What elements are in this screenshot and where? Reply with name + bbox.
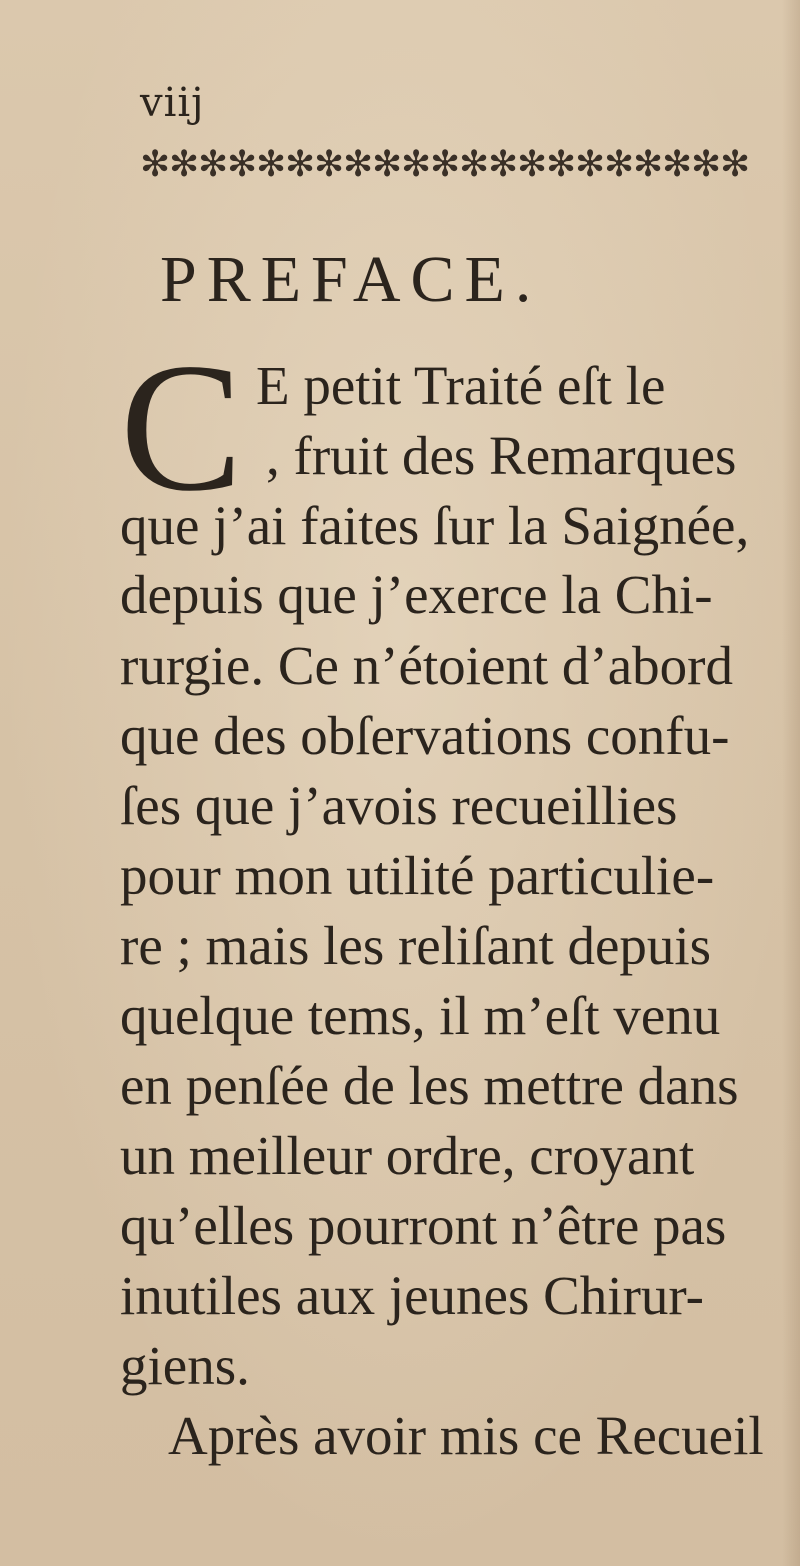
ornament-glyph: ✻ xyxy=(720,144,751,185)
drop-capital: C xyxy=(120,325,243,529)
text-line: que j’ai faites ſur la Saignée, xyxy=(120,495,750,556)
text-line: giens. xyxy=(120,1335,250,1396)
ornament-glyph: ✻ xyxy=(691,144,722,185)
text-line: pour mon utilité particulie- xyxy=(120,845,715,906)
text-line: ſes que j’avois recueillies xyxy=(120,775,678,836)
text-line: un meilleur ordre, croyant xyxy=(120,1125,695,1186)
ornament-glyph: ✻ xyxy=(314,144,345,185)
ornament-glyph: ✻ xyxy=(140,144,171,185)
ornament-glyph: ✻ xyxy=(575,144,606,185)
ornamental-border xyxy=(140,140,751,190)
text-line: Après avoir mis ce Recueil xyxy=(168,1405,764,1466)
ornament-glyph: ✻ xyxy=(459,144,490,185)
ornament-glyph: ✻ xyxy=(488,144,519,185)
ornament-glyph: ✻ xyxy=(546,144,577,185)
text-line: en penſée de les mettre dans xyxy=(120,1055,739,1116)
ornament-glyph: ✻ xyxy=(372,144,403,185)
ornament-glyph: ✻ xyxy=(343,144,374,185)
ornament-glyph: ✻ xyxy=(517,144,548,185)
text-line: que des obſervations confu- xyxy=(120,705,730,766)
ornament-glyph: ✻ xyxy=(604,144,635,185)
ornament-glyph: ✻ xyxy=(430,144,461,185)
ornament-glyph: ✻ xyxy=(198,144,229,185)
page-edge-shadow xyxy=(782,0,800,1566)
text-line: rurgie. Ce n’étoient d’abord xyxy=(120,635,733,696)
text-line: inutiles aux jeunes Chirur- xyxy=(120,1265,704,1326)
text-line: re ; mais les reliſant depuis xyxy=(120,915,712,976)
ornament-glyph: ✻ xyxy=(401,144,432,185)
text-line: E petit Traité eſt le xyxy=(256,355,666,416)
page-heading: PREFACE. xyxy=(160,243,542,316)
text-line: quelque tems, il m’eſt venu xyxy=(120,985,721,1046)
text-line: qu’elles pourront n’être pas xyxy=(120,1195,727,1256)
ornament-glyph: ✻ xyxy=(285,144,316,185)
text-line: depuis que j’exerce la Chi- xyxy=(120,564,713,625)
ornament-glyph: ✻ xyxy=(633,144,664,185)
ornament-glyph: ✻ xyxy=(169,144,200,185)
ornament-glyph: ✻ xyxy=(256,144,287,185)
text-line: , fruit des Remarques xyxy=(266,425,737,486)
ornament-glyph: ✻ xyxy=(662,144,693,185)
page-number: viij xyxy=(140,80,205,126)
ornament-glyph: ✻ xyxy=(227,144,258,185)
